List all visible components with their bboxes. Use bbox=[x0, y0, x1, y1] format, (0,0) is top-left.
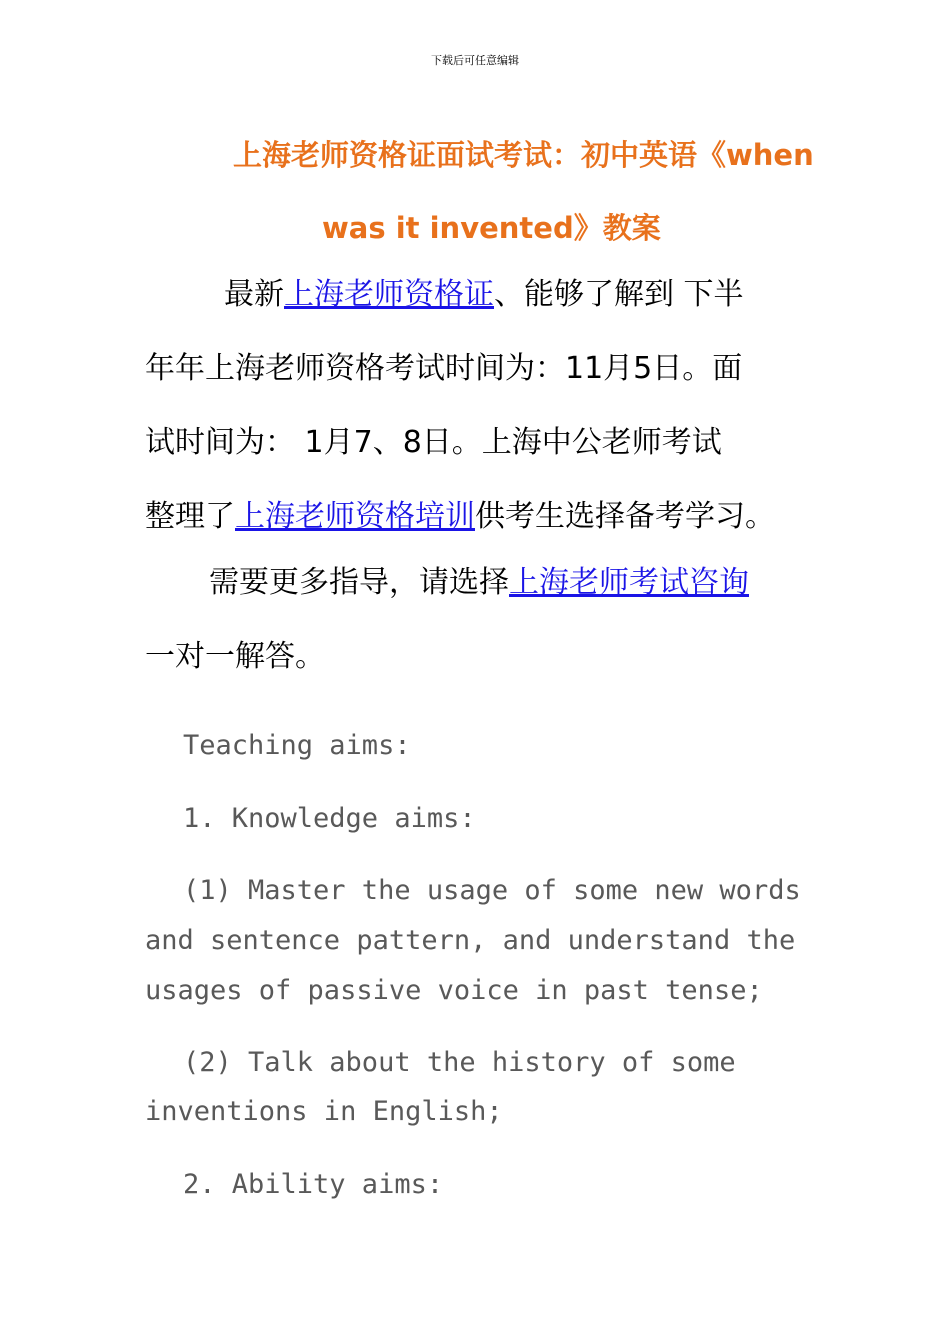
document-title-line-1: 上海老师资格证面试考试：初中英语《when bbox=[233, 138, 814, 172]
subheading-ability-aims: 2. Ability aims: bbox=[183, 1169, 444, 1200]
subheading-knowledge-aims: 1. Knowledge aims: bbox=[183, 803, 476, 834]
intro-paragraph-line: 试时间为： 1月7、8日。上海中公老师考试 bbox=[145, 425, 722, 460]
aim-item-1-line-1: (1) Master the usage of some new words bbox=[183, 875, 801, 906]
link-shanghai-teacher-exam-consult[interactable]: 上海老师考试咨询 bbox=[509, 565, 749, 600]
intro-text: 整理了 bbox=[145, 499, 235, 534]
guidance-paragraph-line: 一对一解答。 bbox=[145, 639, 325, 674]
intro-paragraph-line: 年年上海老师资格考试时间为：11月5日。面 bbox=[145, 351, 743, 386]
aim-item-2-line-1: (2) Talk about the history of some bbox=[183, 1047, 736, 1078]
document-title-line-2: was it invented》教案 bbox=[322, 211, 661, 245]
guidance-text: 需要更多指导，请选择 bbox=[209, 565, 509, 600]
header-note: 下载后可任意编辑 bbox=[431, 54, 519, 67]
intro-text: 、能够了解到 下半 bbox=[494, 277, 744, 312]
link-shanghai-teacher-training[interactable]: 上海老师资格培训 bbox=[235, 499, 475, 534]
intro-paragraph-line bbox=[145, 497, 775, 537]
aim-item-1-line-2: and sentence pattern, and understand the bbox=[145, 925, 796, 956]
link-shanghai-teacher-certificate[interactable]: 上海老师资格证 bbox=[284, 277, 494, 312]
intro-paragraph-line bbox=[224, 275, 744, 315]
intro-text: 供考生选择备考学习。 bbox=[475, 499, 775, 534]
aim-item-2-line-2: inventions in English; bbox=[145, 1096, 503, 1127]
aim-item-1-line-3: usages of passive voice in past tense; bbox=[145, 975, 763, 1006]
intro-text: 最新 bbox=[224, 277, 284, 312]
guidance-paragraph-line bbox=[209, 563, 749, 603]
section-heading-teaching-aims: Teaching aims: bbox=[183, 730, 411, 761]
